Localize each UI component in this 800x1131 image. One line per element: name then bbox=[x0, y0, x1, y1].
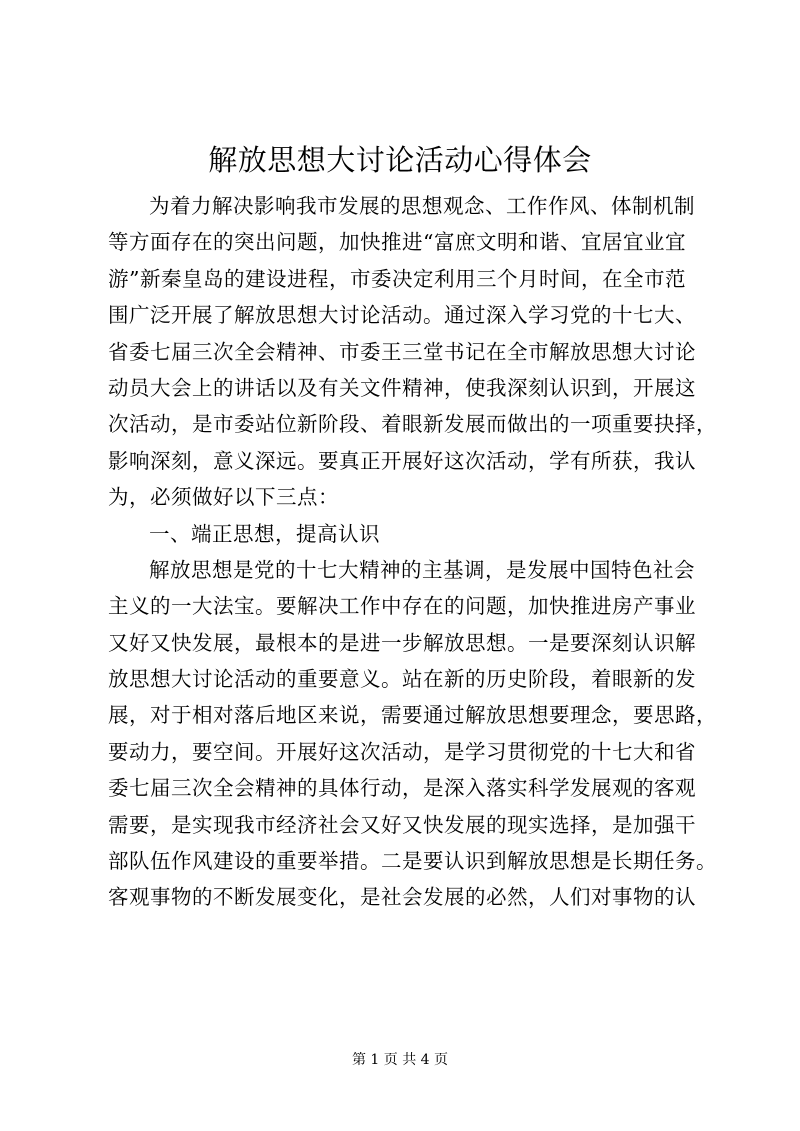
paragraph-line: 部队伍作风建设的重要举措。二是要认识到解放思想是长期任务。 bbox=[108, 849, 717, 874]
paragraph-line: 为着力解决影响我市发展的思想观念、工作作风、体制机制 bbox=[149, 194, 695, 218]
paragraph-line: 委七届三次全会精神的具体行动，是深入落实科学发展观的客观 bbox=[108, 776, 696, 801]
paragraph-line: 为，必须做好以下三点： bbox=[108, 485, 339, 510]
paragraph-line: 动员大会上的讲话以及有关文件精神，使我深刻认识到，开展这 bbox=[108, 375, 696, 400]
paragraph-line: 游”新秦皇岛的建设进程，市委决定利用三个月时间，在全市范 bbox=[108, 266, 686, 291]
paragraph-line: 影响深刻，意义深远。要真正开展好这次活动，学有所获，我认 bbox=[108, 448, 696, 473]
paragraph-line: 需要，是实现我市经济社会又好又快发展的现实选择，是加强干 bbox=[108, 812, 696, 837]
paragraph-line: 放思想大讨论活动的重要意义。站在新的历史阶段，着眼新的发 bbox=[108, 667, 696, 692]
paragraph-line: 主义的一大法宝。要解决工作中存在的问题，加快推进房产事业 bbox=[108, 594, 696, 619]
paragraph-line: 展，对于相对落后地区来说，需要通过解放思想要理念，要思路， bbox=[108, 703, 717, 728]
paragraph-line: 要动力，要空间。开展好这次活动，是学习贯彻党的十七大和省 bbox=[108, 739, 696, 764]
page-number-footer: 第 1 页 共 4 页 bbox=[351, 1052, 449, 1068]
paragraph-line: 又好又快发展，最根本的是进一步解放思想。一是要深刻认识解 bbox=[108, 630, 696, 655]
document-body bbox=[108, 188, 728, 916]
document-title: 解放思想大讨论活动心得体会 bbox=[208, 143, 592, 177]
paragraph-line: 等方面存在的突出问题，加快推进“富庶文明和谐、宜居宜业宜 bbox=[108, 230, 686, 255]
paragraph-line: 次活动，是市委站位新阶段、着眼新发展而做出的一项重要抉择， bbox=[108, 412, 717, 437]
section-heading: 一、端正思想，提高认识 bbox=[149, 521, 380, 546]
paragraph-line: 省委七届三次全会精神、市委王三堂书记在全市解放思想大讨论 bbox=[108, 339, 696, 364]
paragraph-line: 解放思想是党的十七大精神的主基调，是发展中国特色社会 bbox=[149, 557, 695, 582]
paragraph-line: 围广泛开展了解放思想大讨论活动。通过深入学习党的十七大、 bbox=[108, 303, 696, 328]
paragraph-line: 客观事物的不断发展变化，是社会发展的必然，人们对事物的认 bbox=[108, 885, 696, 910]
